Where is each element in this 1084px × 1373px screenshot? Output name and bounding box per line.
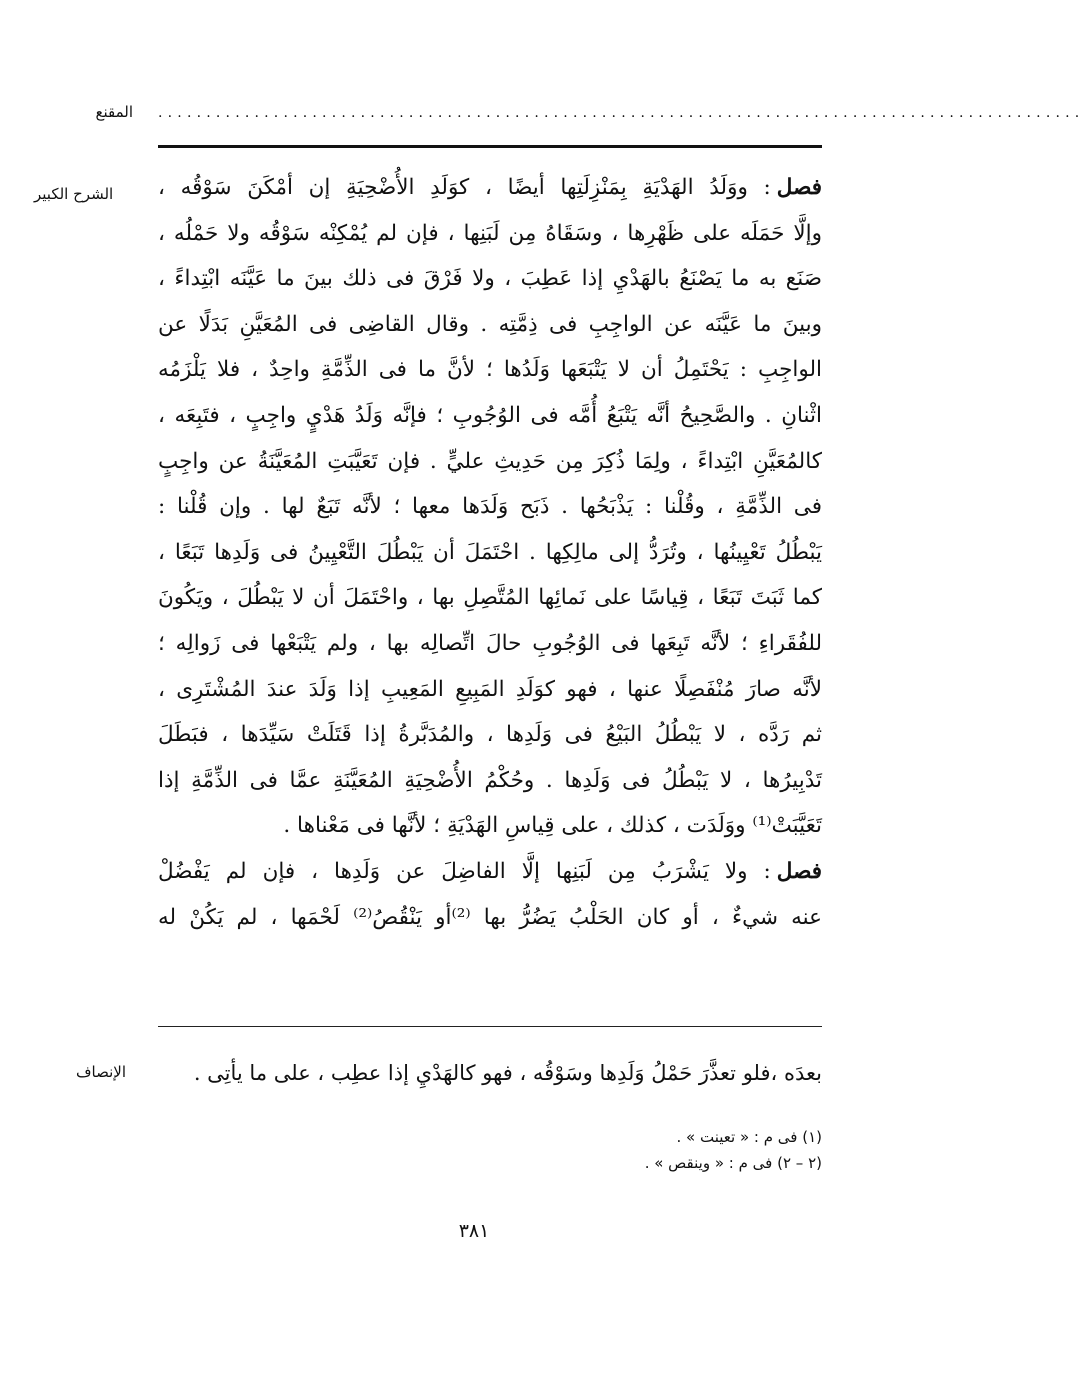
text-line: وإلَّا حَمَلَه على ظَهْرِها ، وسَقَاهُ مِن لَبَنِها ، فإن لم يُمْكِنْه سَوْقُه ولا حَمْلُه ، <box>158 220 822 246</box>
text-line <box>158 165 822 211</box>
side-label-insaf: الإنصاف <box>76 1063 127 1081</box>
text-line: ثم رَدَّه ، لا يَبْطُلُ البَيْعُ فى وَلَدِها ، والمُدَبَّرةُ إذا قَتَلَتْ سَيِّدَها ، فبَطَلَ <box>158 722 822 748</box>
text-line: فى الذِّمَّةِ ، وقُلْنا : يَذْبَحُها . ذَبَح وَلَدَها معها ؛ لأنَّه تَبَعٌ لها . وإن قُلْنا : <box>158 494 822 520</box>
header-title: المقنع <box>95 103 133 121</box>
footnote: (٢ – ٢) فى م : « وينقص » . <box>644 1154 822 1172</box>
side-label-sharh: الشرح الكبير <box>34 185 114 203</box>
section-divider-rule <box>158 1026 822 1027</box>
main-text-block <box>158 165 822 940</box>
text-line: تَدْبِيرُها ، لا يَبْطُلُ فى وَلَدِها . وحُكْمُ الأُضْحِيَةِ المُعَيَّنَةِ عمَّا فى الذِّمَّةِ إذا <box>158 767 822 793</box>
text-line: صَنَع به ما يَصْنَعُ بالهَدْيِ إذا عَطِبَ ، ولا فَرْقَ فى ذلك بينَ ما عَيَّنَه ابْتِداءً ، <box>158 266 822 292</box>
page-number: ٣٨١ <box>458 1220 490 1242</box>
section-text: : ووَلَدُ الهَدْيَةِ بِمَنْزِلَتِها أيضًا ، كوَلَدِ الأُضْحِيَةِ إن أمْكَنَ سَوْقُه ، <box>158 175 771 200</box>
header-dotted-separator: ................................................................................................ <box>158 105 1084 121</box>
text-line: عنه شيءٌ ، أو كان الحَلْبُ يَضُرُّ بها ⁽²⁾أو يَنْقُصُ⁽²⁾ لَحْمَها ، لم يَكُنْ له <box>158 904 822 930</box>
text-line: كالمُعَيَّنِ ابْتِداءً ، ولِمَا ذُكِرَ مِن حَدِيثِ عليٍّ . فإن تَعَيَّبَتِ المُعَيَّنَةُ عن واجِبٍ <box>158 448 822 474</box>
text-line: تَعَيَّبَتْ⁽¹⁾ ووَلَدَت ، كذلك ، على قِياسِ الهَدْيَةِ ؛ لأنَّها فى مَعْناها . <box>283 813 822 839</box>
text-line: الواجِبِ : يَحْتَمِلُ أن لا يَتْبَعَها وَلَدُها ؛ لأنَّ ما فى الذِّمَّةِ واحِدٌ ، فلا يَلْزَمُه <box>158 357 822 383</box>
footnotes <box>158 1124 822 1176</box>
section-heading: فصل <box>776 858 822 884</box>
text-line: كما ثَبَتَ تَبَعًا ، قِياسًا على نَمائِها المُتَّصِلِ بها ، واحْتَمَلَ أن لا يَبْطُلَ ، ويَكُونَ <box>158 585 822 611</box>
text-line <box>158 849 822 895</box>
text-line: لأنَّه صارَ مُنْفَصِلًا عنها ، فهو كوَلَدِ المَبِيعِ المَعِيبِ إذا وَلَدَ عندَ المُشْتَرِى ، <box>158 676 822 702</box>
section-text: : ولا يَشْرَبُ مِن لَبَنِها إلَّا الفاضِلَ عن وَلَدِها ، فإن لم يَفْضُلْ <box>158 858 771 884</box>
header-rule <box>158 145 822 148</box>
insaf-text: بعدَه ،فلو تعذَّرَ حَمْلُ وَلَدِها وسَوْقُه ، فهو كالهَدْيِ إذا عطِب ، على ما يأتِى . <box>193 1061 822 1085</box>
text-line: للفُقَراءِ ؛ لأنَّه تَبِعَها فى الوُجُوبِ حالَ اتِّصالِه بها ، ولم يَتْبَعْها فى زَوالِه ؛ <box>158 630 822 656</box>
text-line: يَبْطُلُ تَعْيِينُها ، وتُرَدُّ إلى مالِكِها . احْتَمَلَ أن يَبْطُلَ التَّعْيِينُ فى وَلَدِها تَبَعًا ، <box>158 539 822 565</box>
text-line: اثْنانِ . والصَّحِيحُ أنَّه يَتْبَعُ أُمَّه فى الوُجُوبِ ؛ فإنَّه وَلَدُ هَدْيٍ واجِبٍ ، فتَبِعَه ، <box>158 402 822 428</box>
section-heading: فصل <box>776 175 822 200</box>
text-line: وبينَ ما عَيَّنَه عن الواجِبِ فى ذِمَّتِه . وقال القاضِى فى المُعَيَّنِ بَدَلًا عن <box>158 311 822 337</box>
footnote: (١) فى م : « تعينت » . <box>676 1128 822 1146</box>
